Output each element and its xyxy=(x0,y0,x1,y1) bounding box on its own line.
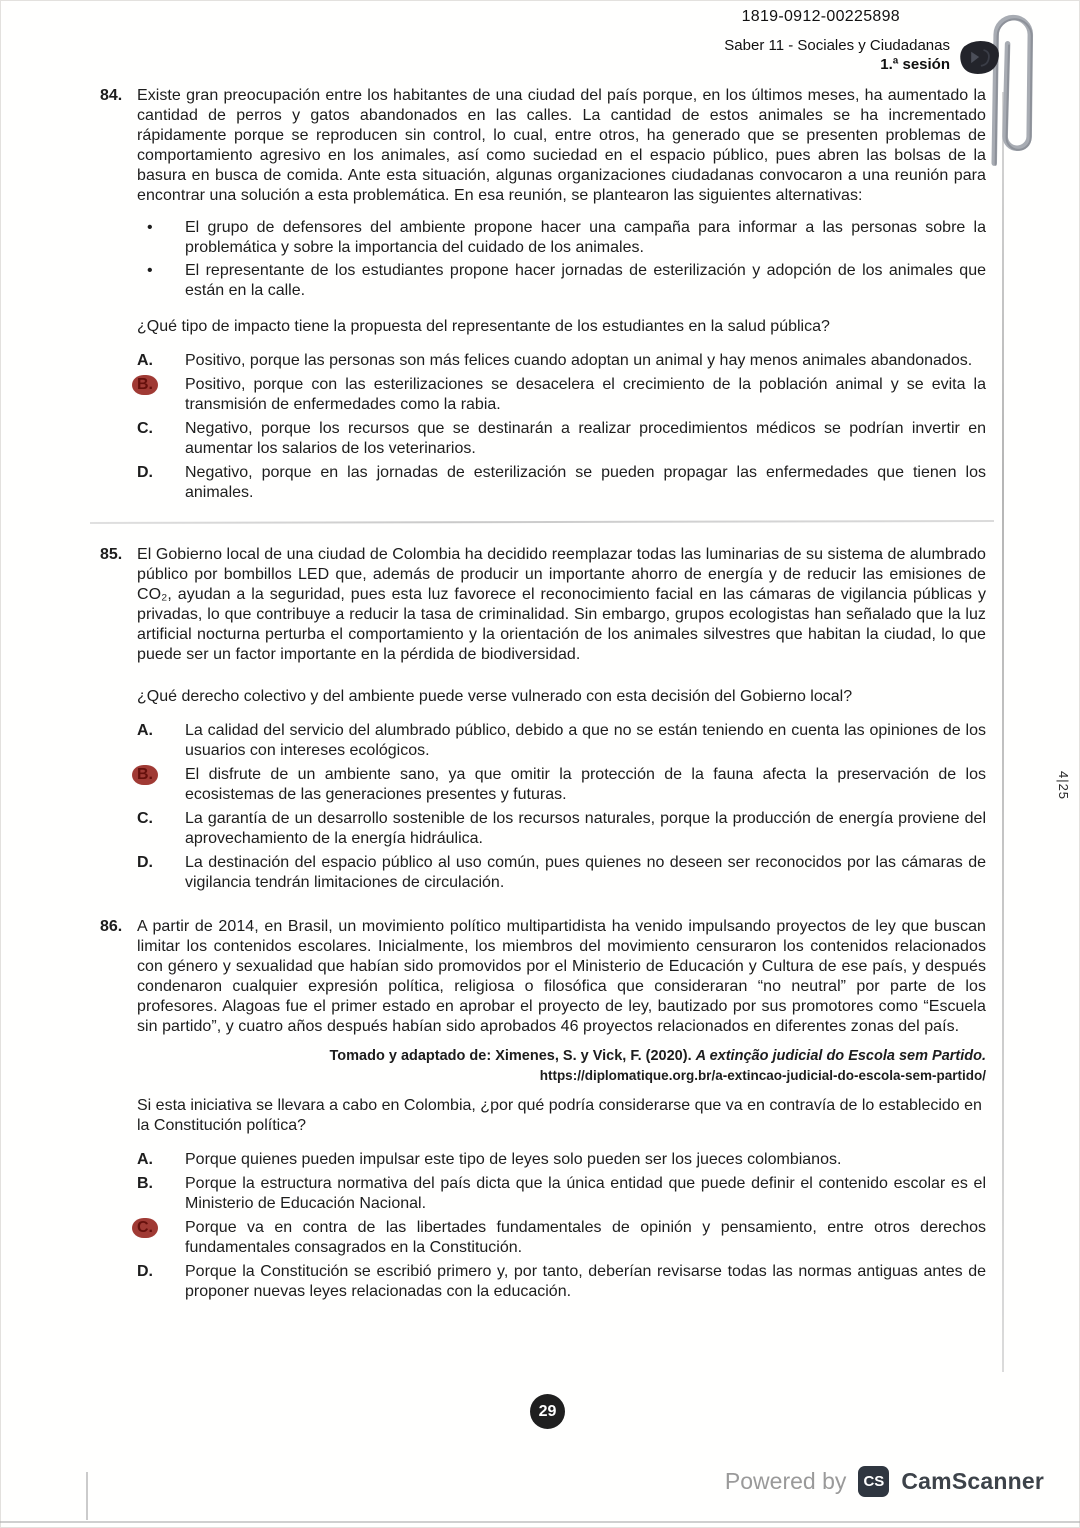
section-divider xyxy=(90,520,994,524)
question-stem: Existe gran preocupación entre los habitantes de una ciudad del país porque, en los últimos meses, ha aumentado la cantidad de perros y gatos abandonados en las calles. La cantidad de estos animales se ha incrementado rápidamente porque se reproducen sin control, lo cual, entre otros, ha generado que se presenten problemas de comportamiento agresivo en los animales, así como suciedad en el espacio público, pues abren las bolsas de la basura en busca de comida. Ante esta situación, algunas organizaciones ciudadanas convocaron a una reunión para encontrar una solución a esta problemática. En esa reunión, se plantearon las siguientes alternativas: xyxy=(137,87,986,204)
sheet-side-label: 4|25 xyxy=(1055,770,1071,801)
question-86 xyxy=(100,917,986,1302)
list-item xyxy=(137,218,986,258)
option-b xyxy=(137,375,986,415)
options-list xyxy=(137,1150,986,1302)
option-letter-text: A. xyxy=(137,722,153,739)
option-c xyxy=(137,809,986,849)
option-letter xyxy=(137,1218,185,1258)
scan-edge-left xyxy=(86,1472,88,1520)
option-letter xyxy=(137,1150,185,1170)
option-b xyxy=(137,765,986,805)
option-letter xyxy=(137,351,185,371)
camscanner-logo-text: CS xyxy=(863,1473,885,1490)
source-attribution xyxy=(137,1046,986,1086)
options-list xyxy=(137,351,986,503)
option-d xyxy=(137,1262,986,1302)
camscanner-brand: CamScanner xyxy=(901,1468,1044,1494)
question-84 xyxy=(100,86,986,503)
question-number: 84. xyxy=(100,87,123,104)
option-letter xyxy=(137,1262,185,1302)
page-number-badge xyxy=(530,1394,565,1429)
option-letter-text: B. xyxy=(137,1175,153,1192)
powered-by-label: Powered by xyxy=(724,1468,847,1494)
question-stem: A partir de 2014, en Brasil, un movimiento político multipartidista ha venido impulsando proyectos de ley que buscan limitar los contenidos escolares. Inicialmente, los miembros del movimiento censuraron los contenidos relacionados con género y sexualidad que habían sido promovidos por el Ministerio de Educación y Cultura de ese país, y después condenaron cualquier expresión política, religiosa o filosófica que consideraran “no neutral” por parte de los profesores. Alagoas fue el primer estado en aprobar el proyecto de ley, bautizado por sus promotores como “Escuela sin partido”, y cuatro años después habían sido aprobados 46 proyectos relacionados en diferentes zonas del país. xyxy=(137,918,986,1035)
answer-mark-icon: B. xyxy=(132,765,158,785)
option-letter-text: A. xyxy=(137,1151,153,1168)
alternatives-list xyxy=(137,218,986,301)
option-letter xyxy=(137,375,185,415)
options-list xyxy=(137,721,986,893)
option-letter-text: D. xyxy=(137,1263,153,1280)
session-label: 1.ª sesión xyxy=(880,56,950,73)
option-text: Negativo, porque los recursos que se destinarán a realizar procedimientos médicos se podrían invertir en aumentar los salarios de los veterinarios. xyxy=(185,420,986,457)
exam-logo-icon xyxy=(958,38,1002,76)
question-stem: El Gobierno local de una ciudad de Colombia ha decidido reemplazar todas las luminarias de su sistema de alumbrado público por bombillos LED que, además de producir un importante ahorro de energía y de reducir las emisiones de CO₂, ayudan a la seguridad, pues esta luz favorece el reconocimiento facial en las cámaras de vigilancia públicas y privadas, lo que contribuye a reducir la tasa de criminalidad. Sin embargo, grupos ecologistas han señalado que la luz artificial nocturna perturba el comportamiento y la orientación de los animales silvestres que habitan la ciudad, lo que puede ser un factor importante en la pérdida de biodiversidad. xyxy=(137,546,986,663)
question-number: 86. xyxy=(100,918,123,935)
option-letter xyxy=(137,853,185,893)
question-prompt: ¿Qué tipo de impacto tiene la propuesta del representante de los estudiantes en la salud pública? xyxy=(137,318,830,335)
exam-title: Saber 11 - Sociales y Ciudadanas xyxy=(724,37,950,54)
option-b xyxy=(137,1174,986,1214)
source-url: https://diplomatique.org.br/a-extincao-judicial-do-escola-sem-partido/ xyxy=(539,1068,986,1083)
option-text: Porque la estructura normativa del país dicta que la única entidad que puede definir el contenido escolar es el Ministerio de Educación Nacional. xyxy=(185,1175,986,1212)
scan-edge-bottom xyxy=(0,1521,1080,1523)
question-prompt: Si esta iniciativa se llevara a cabo en Colombia, ¿por qué podría considerarse que va en contravía de lo establecido en la Constitución política? xyxy=(137,1097,982,1134)
question-number: 85. xyxy=(100,546,123,563)
form-code: 1819-0912-00225898 xyxy=(741,8,900,25)
page-number: 29 xyxy=(538,1402,557,1420)
source-title: A extinção judicial do Escola sem Partido. xyxy=(695,1048,986,1064)
option-letter xyxy=(137,809,185,849)
list-item xyxy=(137,261,986,301)
option-c xyxy=(137,419,986,459)
source-text: Tomado y adaptado de: Ximenes, S. y Vick, F. (2020). xyxy=(329,1048,696,1064)
option-letter-text: C. xyxy=(137,420,153,437)
scan-edge-line xyxy=(1002,92,1004,1372)
exam-content xyxy=(100,86,986,1302)
option-text: Negativo, porque en las jornadas de esterilización se pueden propagar las enfermedades que tienen los animales. xyxy=(185,464,986,501)
option-a xyxy=(137,1150,986,1170)
answer-mark-icon: C. xyxy=(132,1218,158,1238)
option-letter xyxy=(137,419,185,459)
option-text: La calidad del servicio del alumbrado público, debido a que no se están teniendo en cuenta las opiniones de los usuarios con intereses ecológicos. xyxy=(185,722,986,759)
camscanner-footer xyxy=(725,1466,1044,1497)
option-text: Porque la Constitución se escribió primero y, por tanto, deberían revisarse todas las normas antiguas antes de proponer nuevas leyes relacionadas con la educación. xyxy=(185,1263,986,1300)
bullet-icon xyxy=(137,218,185,258)
option-text: Positivo, porque con las esterilizaciones se desacelera el crecimiento de la población animal y se evita la transmisión de enfermedades como la rabia. xyxy=(185,376,986,413)
option-letter-text: A. xyxy=(137,352,153,369)
option-text: El disfrute de un ambiente sano, ya que omitir la protección de la fauna afecta la preservación de los ecosistemas de las generaciones presentes y futuras. xyxy=(185,766,986,803)
option-letter-text: D. xyxy=(137,854,153,871)
camscanner-logo-icon xyxy=(858,1466,889,1497)
question-85 xyxy=(100,545,986,893)
option-letter xyxy=(137,765,185,805)
option-text: Positivo, porque las personas son más felices cuando adoptan un animal y hay menos animales abandonados. xyxy=(185,352,973,369)
answer-mark-icon: B. xyxy=(132,375,158,395)
option-a xyxy=(137,721,986,761)
question-prompt: ¿Qué derecho colectivo y del ambiente puede verse vulnerado con esta decisión del Gobierno local? xyxy=(137,688,853,705)
exam-header xyxy=(724,36,1002,76)
option-d xyxy=(137,853,986,893)
option-letter-text: D. xyxy=(137,464,153,481)
bullet-icon xyxy=(137,261,185,301)
option-d xyxy=(137,463,986,503)
option-a xyxy=(137,351,986,371)
option-letter-text: C. xyxy=(137,810,153,827)
option-text: Porque quienes pueden impulsar este tipo de leyes solo pueden ser los jueces colombianos. xyxy=(185,1151,842,1168)
option-text: La destinación del espacio público al uso común, pues quienes no deseen ser reconocidos por las cámaras de vigilancia tendrán limitaciones de circulación. xyxy=(185,854,986,891)
bullet-text: El representante de los estudiantes propone hacer jornadas de esterilización y adopción de los animales que están en la calle. xyxy=(185,262,986,299)
option-text: La garantía de un desarrollo sostenible de los recursos naturales, porque la producción de energía proviene del aprovechamiento de la energía hidráulica. xyxy=(185,810,986,847)
option-c xyxy=(137,1218,986,1258)
option-letter xyxy=(137,721,185,761)
bullet-text: El grupo de defensores del ambiente propone hacer una campaña para informar a las personas sobre la problemática y sobre la importancia del cuidado de los animales. xyxy=(185,219,986,256)
option-letter xyxy=(137,463,185,503)
option-letter xyxy=(137,1174,185,1214)
option-text: Porque va en contra de las libertades fundamentales de opinión y pensamiento, entre otros derechos fundamentales consagrados en la Constitución. xyxy=(185,1219,986,1256)
